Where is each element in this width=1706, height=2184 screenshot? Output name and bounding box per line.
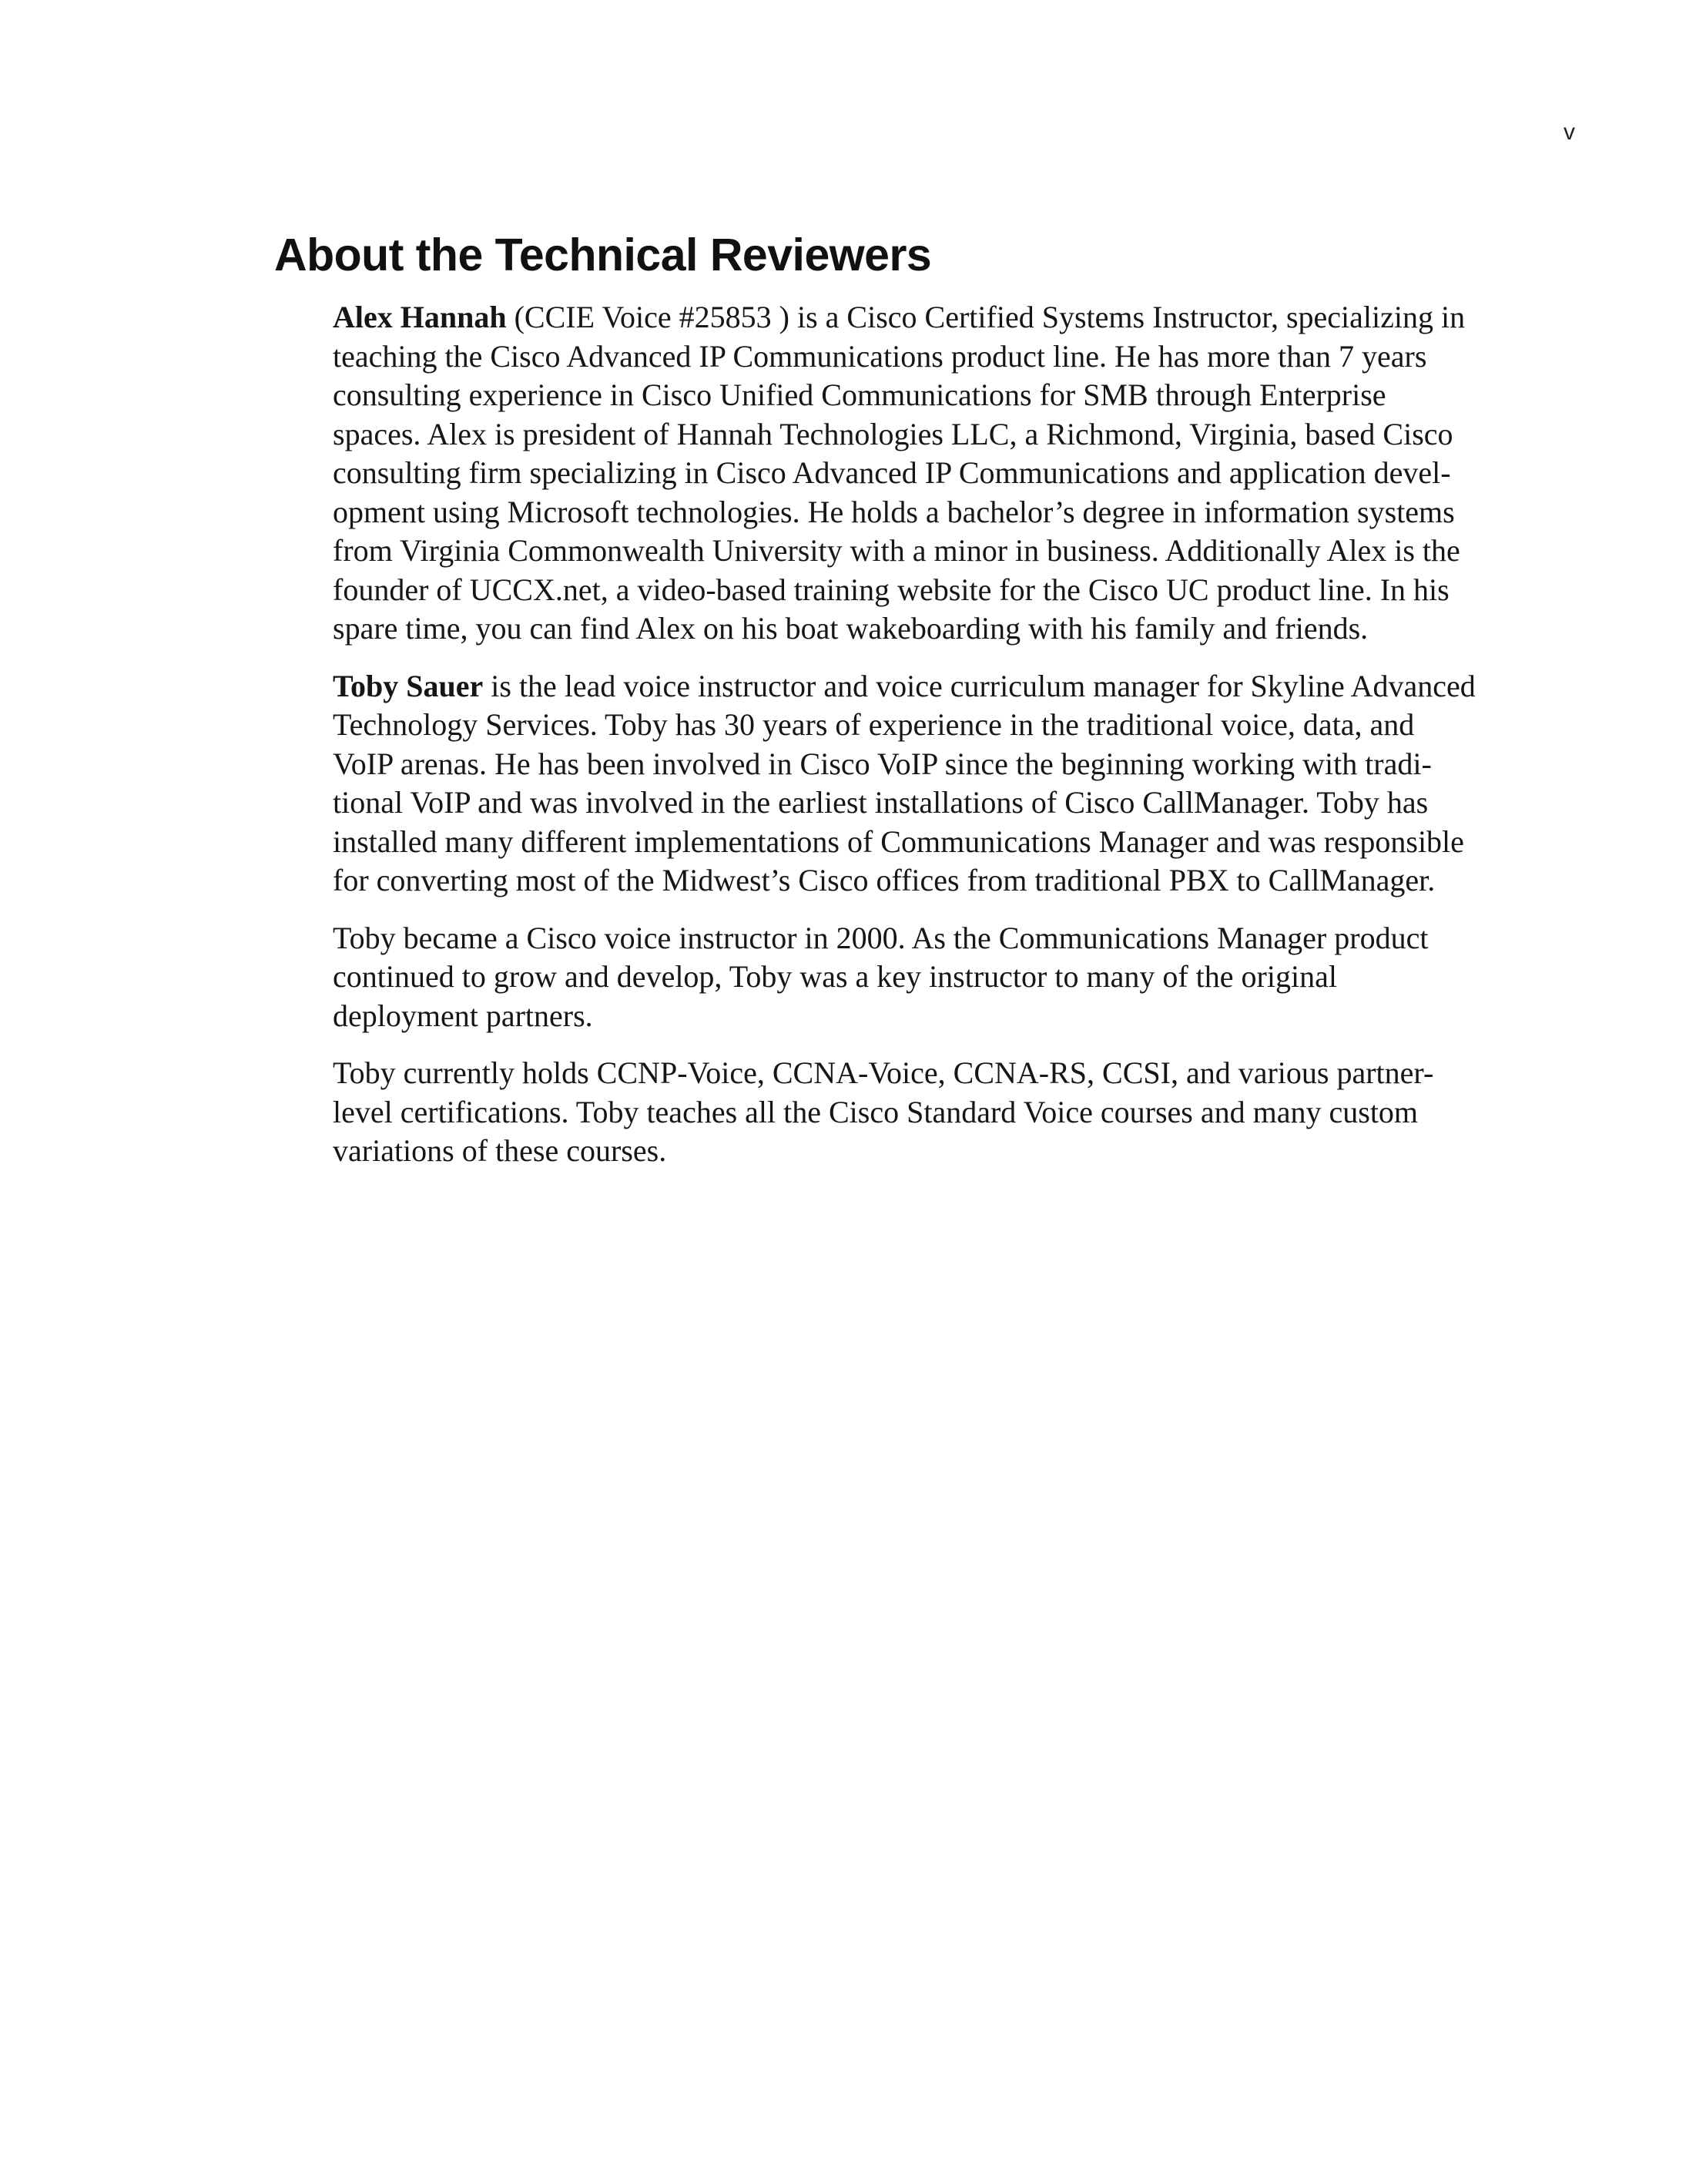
text-line: Toby became a Cisco voice instructor in 2000. As the Communications Manager product [333,920,1429,955]
reviewer-name: Toby Sauer [333,668,484,703]
text-line: from Virginia Commonwealth University with a minor in business. Additionally Alex is the [333,533,1460,568]
text-line: for converting most of the Midwest’s Cisco offices from traditional PBX to CallManager. [333,863,1436,897]
text-line: Toby currently holds CCNP-Voice, CCNA-Voice, CCNA-RS, CCSI, and various partner- [333,1055,1434,1090]
page-number: v [1564,119,1576,145]
reviewer-name: Alex Hannah [333,300,507,334]
text-line: spaces. Alex is president of Hannah Technologies LLC, a Richmond, Virginia, based Cisco [333,416,1453,451]
bio-paragraph-alex-hannah [333,298,1473,649]
text-line: founder of UCCX.net, a video-based training website for the Cisco UC product line. In his [333,572,1450,607]
text-line: level certifications. Toby teaches all the Cisco Standard Voice courses and many custom [333,1094,1419,1129]
text-line: (CCIE Voice #25853 ) is a Cisco Certified Systems Instructor, specializing in [506,300,1466,334]
text-line: consulting firm specializing in Cisco Advanced IP Communications and application devel- [333,455,1451,490]
text-line: deployment partners. [333,998,593,1033]
text-line: Technology Services. Toby has 30 years of experience in the traditional voice, data, and [333,707,1415,742]
text-line: variations of these courses. [333,1133,667,1168]
text-line: teaching the Cisco Advanced IP Communications product line. He has more than 7 years [333,338,1427,374]
text-line: VoIP arenas. He has been involved in Cisco VoIP since the beginning working with tradi- [333,746,1432,781]
bio-paragraph-toby-sauer [333,667,1476,901]
section-title: About the Technical Reviewers [274,230,932,280]
bio-paragraph-toby-certifications [333,1054,1473,1171]
text-line: tional VoIP and was involved in the earliest installations of Cisco CallManager. Toby has [333,785,1429,820]
text-line: consulting experience in Cisco Unified Communications for SMB through Enterprise [333,377,1386,412]
text-line: installed many different implementations of Communications Manager and was responsible [333,824,1464,859]
bio-paragraph-toby-instructor [333,919,1473,1036]
text-line: is the lead voice instructor and voice curriculum manager for Skyline Advanced [483,668,1476,703]
reviewer-bios [333,298,1476,1189]
text-line: spare time, you can find Alex on his boat wakeboarding with his family and friends. [333,611,1369,646]
text-line: continued to grow and develop, Toby was a key instructor to many of the original [333,959,1337,994]
text-line: opment using Microsoft technologies. He holds a bachelor’s degree in information systems [333,494,1455,529]
